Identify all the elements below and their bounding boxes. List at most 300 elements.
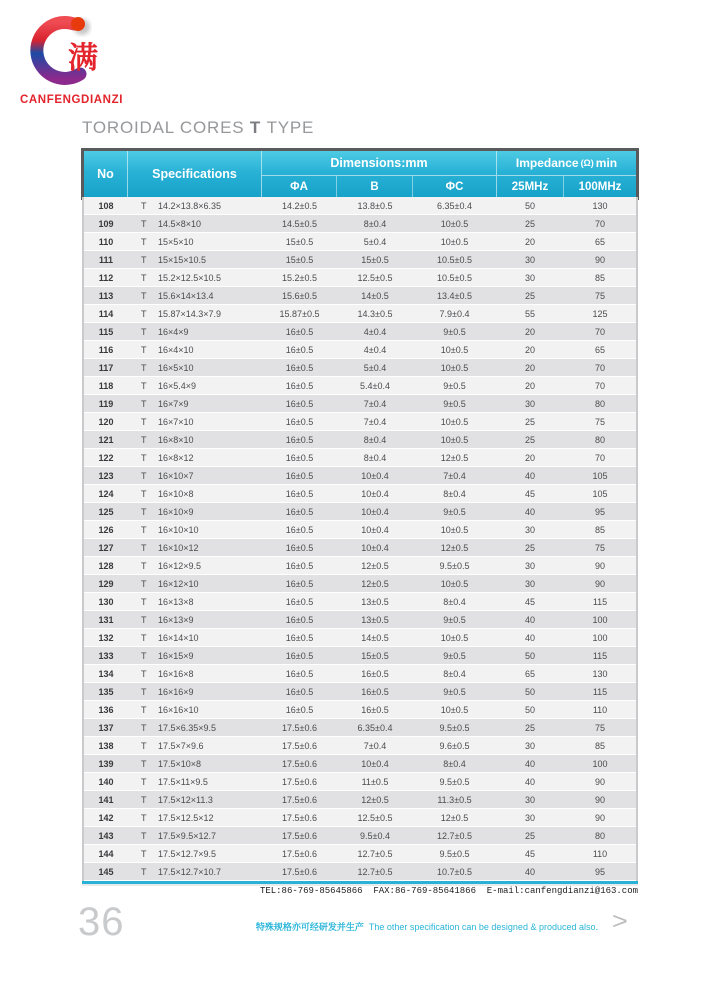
cell-spec: T 15×5×10 (141, 236, 194, 247)
cell-no: 118 (98, 380, 114, 391)
cell-phi-c: 9±0.5 (443, 380, 466, 391)
cell-b: 12.7±0.5 (357, 866, 393, 877)
logo-swoosh-icon (18, 10, 114, 94)
cell-100mhz: 65 (594, 236, 605, 247)
cell-25mhz: 45 (524, 596, 535, 607)
cell-spec: T 16×15×9 (141, 650, 194, 661)
table-row (84, 449, 636, 467)
cell-phi-a: 16±0.5 (285, 470, 314, 481)
table-row (84, 773, 636, 791)
col-header-b: B (337, 176, 413, 197)
cell-25mhz: 40 (524, 776, 535, 787)
cell-spec: T 16×4×9 (141, 326, 189, 337)
cell-no: 124 (98, 488, 114, 499)
cell-b: 9.5±0.4 (360, 830, 390, 841)
cell-spec: T 15.6×14×13.4 (141, 290, 214, 301)
cell-25mhz: 25 (524, 290, 535, 301)
cell-phi-a: 17.5±0.6 (282, 812, 317, 823)
cell-phi-a: 17.5±0.6 (282, 740, 317, 751)
cell-b: 12±0.5 (361, 560, 389, 571)
cell-100mhz: 90 (594, 794, 605, 805)
cell-25mhz: 30 (524, 812, 535, 823)
cell-phi-c: 10.5±0.5 (437, 272, 472, 283)
table-row (84, 485, 636, 503)
cell-phi-c: 7±0.4 (443, 470, 466, 481)
table-row (84, 341, 636, 359)
cell-phi-a: 16±0.5 (285, 398, 314, 409)
cell-no: 128 (98, 560, 114, 571)
cell-100mhz: 75 (594, 722, 605, 733)
cell-phi-a: 14.5±0.5 (282, 218, 317, 229)
cell-25mhz: 40 (524, 506, 535, 517)
table-row (84, 863, 636, 881)
cell-b: 5.4±0.4 (360, 380, 390, 391)
cell-no: 143 (98, 830, 114, 841)
table-body (84, 197, 636, 881)
cell-no: 137 (98, 722, 114, 733)
cell-25mhz: 25 (524, 218, 535, 229)
cell-phi-a: 16±0.5 (285, 362, 314, 373)
cell-spec: T 16×16×8 (141, 668, 194, 679)
cell-spec: T 16×7×9 (141, 398, 189, 409)
cell-phi-c: 9.5±0.5 (439, 776, 470, 787)
cell-phi-c: 12±0.5 (440, 452, 469, 463)
cell-spec: T 16×4×10 (141, 344, 194, 355)
cell-phi-c: 13.4±0.5 (437, 290, 472, 301)
cell-b: 12.7±0.5 (357, 848, 393, 859)
cell-b: 10±0.4 (361, 506, 389, 517)
logo-dot-icon (71, 17, 85, 31)
cell-b: 12.5±0.5 (357, 812, 393, 823)
cell-100mhz: 110 (592, 848, 608, 859)
next-page-arrow[interactable]: > (612, 907, 628, 935)
cell-spec: T 16×10×8 (141, 488, 194, 499)
cell-spec: T 16×5×10 (141, 362, 194, 373)
cell-100mhz: 105 (592, 488, 608, 499)
cell-no: 109 (98, 218, 114, 229)
table-row (84, 395, 636, 413)
table-row (84, 701, 636, 719)
col-header-100mhz: 100MHz (578, 180, 622, 193)
cell-phi-a: 16±0.5 (285, 452, 314, 463)
cell-b: 7±0.4 (363, 416, 387, 427)
cell-no: 108 (98, 200, 114, 211)
table-row (84, 413, 636, 431)
cell-phi-c: 10±0.5 (440, 578, 469, 589)
cell-100mhz: 70 (594, 452, 605, 463)
cell-phi-c: 10±0.5 (440, 236, 469, 247)
cell-phi-c: 9±0.5 (443, 326, 466, 337)
table-row (84, 683, 636, 701)
impedance-omega: (Ω) (580, 158, 594, 168)
table-row (84, 359, 636, 377)
cell-b: 13±0.5 (361, 614, 389, 625)
cell-100mhz: 100 (592, 632, 608, 643)
cell-phi-a: 16±0.5 (285, 596, 314, 607)
cell-25mhz: 20 (524, 452, 535, 463)
table-row (84, 503, 636, 521)
cell-100mhz: 85 (594, 272, 605, 283)
cell-b: 13±0.5 (361, 596, 389, 607)
cell-100mhz: 90 (594, 254, 605, 265)
cell-b: 5±0.4 (363, 236, 387, 247)
logo-chinese-glyph: 满 (68, 42, 98, 75)
cell-no: 140 (98, 776, 114, 787)
cell-100mhz: 75 (594, 416, 605, 427)
cell-phi-c: 8±0.4 (443, 488, 466, 499)
cell-25mhz: 25 (524, 542, 535, 553)
table-row (84, 575, 636, 593)
cell-no: 141 (98, 794, 114, 805)
cell-b: 10±0.4 (361, 524, 389, 535)
cell-25mhz: 50 (524, 650, 535, 661)
cell-b: 4±0.4 (363, 344, 387, 355)
cell-100mhz: 70 (594, 218, 605, 229)
cell-spec: T 16×5.4×9 (141, 380, 197, 391)
cell-phi-a: 16±0.5 (285, 560, 314, 571)
cell-phi-c: 11.3±0.5 (437, 794, 472, 805)
cell-phi-a: 17.5±0.6 (282, 866, 317, 877)
cell-no: 114 (98, 308, 114, 319)
cell-no: 138 (98, 740, 114, 751)
cell-b: 10±0.4 (361, 488, 389, 499)
cell-25mhz: 25 (524, 722, 535, 733)
cell-spec: T 14.2×13.8×6.35 (141, 200, 222, 211)
cell-25mhz: 65 (524, 668, 535, 679)
table-row (84, 593, 636, 611)
cell-phi-c: 9.5±0.5 (439, 722, 470, 733)
cell-25mhz: 30 (524, 524, 535, 535)
cell-b: 14±0.5 (361, 290, 389, 301)
table-row (84, 431, 636, 449)
cell-phi-c: 9±0.5 (443, 650, 466, 661)
page-title (82, 118, 314, 138)
cell-phi-a: 16±0.5 (285, 326, 314, 337)
cell-phi-c: 8±0.4 (443, 668, 466, 679)
col-header-specifications: Specifications (128, 151, 262, 197)
cell-phi-a: 16±0.5 (285, 416, 314, 427)
cell-no: 123 (98, 470, 114, 481)
table-row (84, 719, 636, 737)
cell-25mhz: 20 (524, 326, 535, 337)
cell-25mhz: 40 (524, 632, 535, 643)
cell-spec: T 16×10×9 (141, 506, 194, 517)
table-row (84, 269, 636, 287)
page-title-main: TOROIDAL CORES (82, 118, 245, 137)
cell-100mhz: 70 (594, 380, 605, 391)
cell-phi-c: 9.5±0.5 (439, 848, 470, 859)
cell-25mhz: 40 (524, 614, 535, 625)
table-row (84, 827, 636, 845)
cell-spec: T 17.5×9.5×12.7 (141, 830, 217, 841)
cell-25mhz: 40 (524, 758, 535, 769)
cell-b: 12.5±0.5 (357, 272, 393, 283)
cell-phi-a: 16±0.5 (285, 668, 314, 679)
cell-25mhz: 40 (524, 866, 535, 877)
cell-no: 135 (98, 686, 114, 697)
cell-phi-a: 16±0.5 (285, 578, 314, 589)
cell-100mhz: 95 (594, 506, 605, 517)
cell-phi-a: 15.87±0.5 (279, 308, 320, 319)
cell-25mhz: 30 (524, 578, 535, 589)
cell-phi-c: 10±0.5 (440, 434, 469, 445)
cell-no: 126 (98, 524, 114, 535)
cell-spec: T 17.5×12×11.3 (141, 794, 213, 805)
cell-phi-c: 12±0.5 (440, 542, 469, 553)
cell-phi-a: 16±0.5 (285, 632, 314, 643)
cell-phi-a: 16±0.5 (285, 704, 314, 715)
cell-100mhz: 90 (594, 812, 605, 823)
table-row (84, 809, 636, 827)
cell-100mhz: 80 (594, 830, 605, 841)
cell-25mhz: 30 (524, 398, 535, 409)
cell-25mhz: 45 (524, 488, 535, 499)
cell-25mhz: 25 (524, 434, 535, 445)
cell-phi-c: 10±0.5 (440, 632, 469, 643)
col-header-phi-a: ΦA (262, 176, 337, 197)
cell-no: 112 (98, 272, 114, 283)
cell-spec: T 16×13×9 (141, 614, 194, 625)
table-row (84, 611, 636, 629)
cell-b: 16±0.5 (361, 686, 389, 697)
cell-100mhz: 110 (592, 704, 608, 715)
table-row (84, 323, 636, 341)
cell-no: 111 (98, 254, 114, 265)
cell-25mhz: 30 (524, 794, 535, 805)
col-header-no: No (84, 151, 128, 197)
cell-no: 131 (98, 614, 114, 625)
cell-no: 133 (98, 650, 114, 661)
cell-25mhz: 25 (524, 416, 535, 427)
cell-25mhz: 30 (524, 254, 535, 265)
cell-100mhz: 90 (594, 776, 605, 787)
cell-phi-a: 17.5±0.6 (282, 830, 317, 841)
cell-25mhz: 55 (524, 308, 535, 319)
cell-phi-a: 17.5±0.6 (282, 722, 317, 733)
cell-spec: T 16×7×10 (141, 416, 194, 427)
cell-25mhz: 20 (524, 344, 535, 355)
cell-25mhz: 20 (524, 380, 535, 391)
footer-note (256, 920, 598, 933)
cell-b: 8±0.4 (363, 218, 387, 229)
cell-spec: T 17.5×12.7×9.5 (141, 848, 217, 859)
cell-b: 15±0.5 (361, 650, 389, 661)
cell-no: 139 (98, 758, 114, 769)
cell-100mhz: 75 (594, 542, 605, 553)
table-header (84, 151, 636, 197)
cell-phi-c: 9.6±0.5 (439, 740, 470, 751)
cell-100mhz: 90 (594, 578, 605, 589)
specifications-table (84, 151, 636, 886)
cell-25mhz: 40 (524, 470, 535, 481)
col-header-phi-c: ΦC (445, 180, 464, 193)
cell-phi-c: 9±0.5 (443, 686, 466, 697)
cell-phi-c: 8±0.4 (443, 758, 466, 769)
cell-spec: T 17.5×10×8 (141, 758, 202, 769)
table-row (84, 377, 636, 395)
cell-b: 12±0.5 (361, 578, 389, 589)
cell-100mhz: 115 (592, 686, 608, 697)
cell-no: 129 (98, 578, 114, 589)
cell-no: 119 (98, 398, 114, 409)
table-row (84, 251, 636, 269)
cell-no: 134 (98, 668, 114, 679)
cell-phi-c: 7.9±0.4 (439, 308, 470, 319)
cell-spec: T 15.2×12.5×10.5 (141, 272, 222, 283)
cell-100mhz: 65 (594, 344, 605, 355)
cell-spec: T 16×10×10 (141, 524, 199, 535)
page-title-type-letter: T (249, 118, 262, 137)
cell-no: 130 (98, 596, 114, 607)
cell-phi-c: 10±0.5 (440, 218, 469, 229)
cell-phi-c: 10.7±0.5 (437, 866, 472, 877)
cell-b: 7±0.4 (363, 740, 387, 751)
cell-100mhz: 115 (592, 596, 608, 607)
cell-phi-c: 8±0.4 (443, 596, 466, 607)
cell-no: 145 (98, 866, 114, 877)
cell-phi-a: 16±0.5 (285, 650, 314, 661)
impedance-label: Impedance (515, 156, 579, 170)
cell-b: 8±0.4 (363, 452, 387, 463)
cell-no: 113 (98, 290, 114, 301)
page-title-suffix: TYPE (266, 118, 315, 137)
cell-100mhz: 130 (592, 200, 608, 211)
cell-spec: T 14.5×8×10 (141, 218, 202, 229)
table-row (84, 467, 636, 485)
cell-100mhz: 100 (592, 614, 608, 625)
cell-no: 136 (98, 704, 114, 715)
cell-100mhz: 95 (594, 866, 605, 877)
cell-phi-c: 10±0.5 (440, 416, 469, 427)
cell-25mhz: 25 (524, 830, 535, 841)
cell-100mhz: 70 (594, 326, 605, 337)
cell-phi-a: 15.6±0.5 (282, 290, 317, 301)
cell-no: 125 (98, 506, 114, 517)
cell-spec: T 15×15×10.5 (141, 254, 207, 265)
cell-spec: T 17.5×11×9.5 (141, 776, 208, 787)
cell-phi-a: 16±0.5 (285, 524, 314, 535)
table-row (84, 755, 636, 773)
cell-phi-a: 15±0.5 (285, 236, 314, 247)
table-row (84, 629, 636, 647)
cell-25mhz: 50 (524, 704, 535, 715)
cell-25mhz: 50 (524, 200, 535, 211)
cell-b: 16±0.5 (361, 704, 389, 715)
cell-no: 132 (98, 632, 114, 643)
cell-25mhz: 50 (524, 686, 535, 697)
company-name: CANFENGDIANZI (20, 94, 123, 106)
table-row (84, 215, 636, 233)
cell-100mhz: 85 (594, 524, 605, 535)
cell-phi-c: 9±0.5 (443, 614, 466, 625)
cell-spec: T 17.5×12.7×10.7 (141, 866, 222, 877)
table-row (84, 665, 636, 683)
footer-note-chinese: 特殊规格亦可经研发并生产 (255, 922, 364, 932)
cell-b: 16±0.5 (361, 668, 389, 679)
cell-b: 15±0.5 (361, 254, 389, 265)
cell-phi-a: 16±0.5 (285, 380, 314, 391)
cell-b: 8±0.4 (363, 434, 387, 445)
cell-phi-a: 16±0.5 (285, 686, 314, 697)
cell-b: 10±0.4 (361, 758, 389, 769)
cell-25mhz: 30 (524, 272, 535, 283)
cell-phi-a: 17.5±0.6 (282, 794, 317, 805)
cell-phi-a: 16±0.5 (285, 506, 314, 517)
cell-phi-a: 16±0.5 (285, 614, 314, 625)
cell-no: 120 (98, 416, 114, 427)
cell-no: 127 (98, 542, 114, 553)
cell-spec: T 16×12×10 (141, 578, 199, 589)
cell-phi-c: 12±0.5 (440, 812, 469, 823)
cell-100mhz: 75 (594, 290, 605, 301)
cell-b: 6.35±0.4 (357, 722, 393, 733)
cell-b: 14.3±0.5 (357, 308, 393, 319)
cell-spec: T 17.5×6.35×9.5 (141, 722, 217, 733)
cell-spec: T 16×12×9.5 (141, 560, 202, 571)
contact-info: TEL:86-769-85645866 FAX:86-769-85641866 E-mail:canfengdianzi@163.com (259, 886, 638, 896)
col-group-impedance (496, 151, 636, 176)
cell-phi-c: 10±0.5 (440, 704, 469, 715)
table-row (84, 791, 636, 809)
cell-100mhz: 80 (594, 398, 605, 409)
cell-no: 122 (98, 452, 114, 463)
cell-no: 115 (98, 326, 114, 337)
cell-no: 144 (98, 848, 114, 859)
cell-phi-a: 17.5±0.6 (282, 758, 317, 769)
company-logo (18, 10, 138, 110)
cell-phi-c: 9±0.5 (443, 506, 466, 517)
table-row (84, 521, 636, 539)
table-row (84, 539, 636, 557)
cell-spec: T 16×8×12 (141, 452, 194, 463)
cell-phi-c: 9.5±0.5 (439, 560, 470, 571)
cell-100mhz: 70 (594, 362, 605, 373)
cell-100mhz: 115 (592, 650, 608, 661)
cell-phi-c: 12.7±0.5 (437, 830, 472, 841)
cell-no: 117 (98, 362, 114, 373)
cell-100mhz: 80 (594, 434, 605, 445)
table-row (84, 233, 636, 251)
cell-phi-a: 16±0.5 (285, 488, 314, 499)
cell-phi-c: 9±0.5 (443, 398, 466, 409)
page-number: 36 (78, 900, 125, 944)
cell-phi-a: 15.2±0.5 (282, 272, 317, 283)
cell-25mhz: 20 (524, 236, 535, 247)
footer-note-english: The other specification can be designed & produced also. (368, 922, 598, 932)
cell-b: 10±0.4 (361, 470, 389, 481)
cell-phi-c: 10±0.5 (440, 344, 469, 355)
cell-100mhz: 90 (594, 560, 605, 571)
cell-100mhz: 85 (594, 740, 605, 751)
cell-25mhz: 30 (524, 740, 535, 751)
table-row (84, 647, 636, 665)
cell-b: 7±0.4 (363, 398, 387, 409)
cell-phi-c: 10±0.5 (440, 362, 469, 373)
cell-phi-a: 17.5±0.6 (282, 848, 317, 859)
cell-b: 5±0.4 (363, 362, 387, 373)
cell-spec: T 16×16×9 (141, 686, 194, 697)
cell-spec: T 17.5×7×9.6 (141, 740, 204, 751)
cell-b: 10±0.4 (361, 542, 389, 553)
cell-25mhz: 30 (524, 560, 535, 571)
cell-phi-c: 10±0.5 (440, 524, 469, 535)
cell-b: 12±0.5 (361, 794, 389, 805)
cell-phi-a: 15±0.5 (285, 254, 314, 265)
table-row (84, 737, 636, 755)
cell-spec: T 16×8×10 (141, 434, 194, 445)
col-header-25mhz: 25MHz (496, 176, 564, 197)
cell-100mhz: 130 (592, 668, 608, 679)
